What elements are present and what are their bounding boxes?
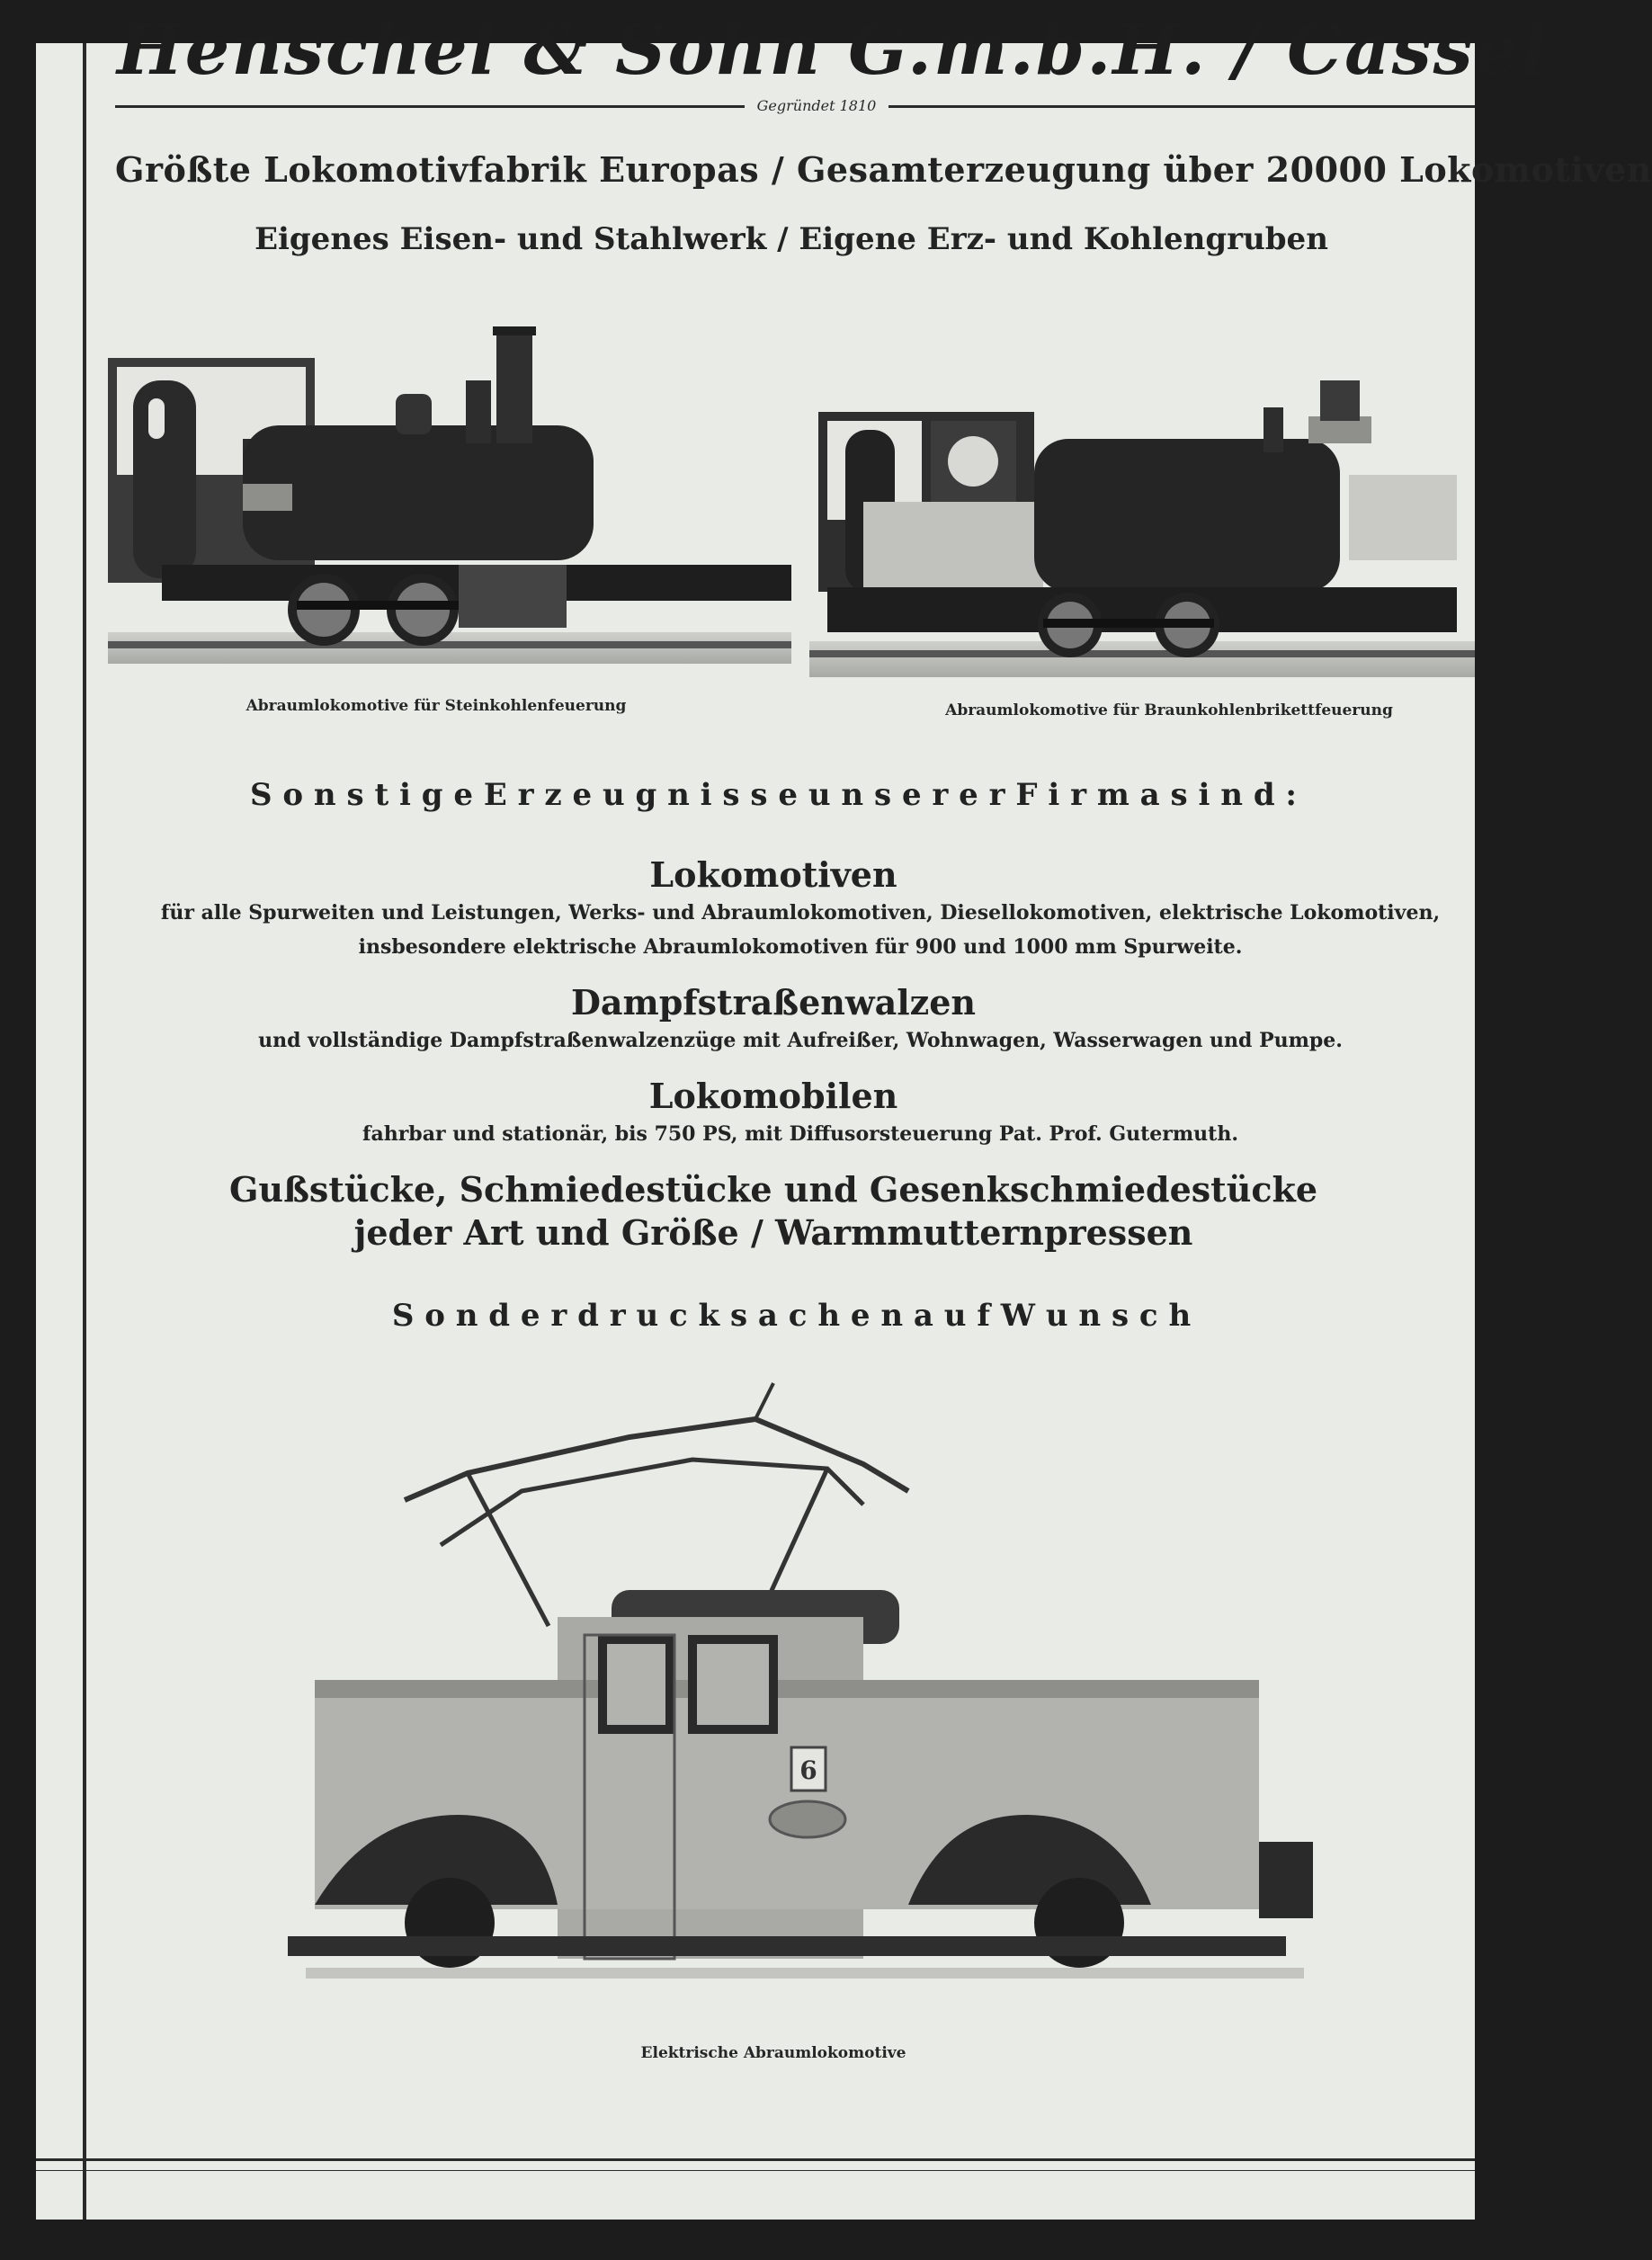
founded-label: Gegründet 1810: [745, 97, 889, 114]
product-title-lokomotiven: Lokomotiven: [649, 854, 897, 895]
product-line: für alle Spurweiten und Leistungen, Werks- und Abraumlokomotiven, Diesellokomotiven, elektrische Lokomotiven,: [160, 901, 1441, 925]
founded-rule: [115, 97, 1475, 114]
product-title-warmmutternpressen: jeder Art und Größe / Warmmutternpressen: [353, 1212, 1193, 1253]
products-heading: S o n s t i g e E r z e u g n i s s e u n s e r e r F i r m a s i n d :: [250, 777, 1297, 813]
electric-locomotive-caption: Elektrische Abraumlokomotive: [640, 2044, 906, 2062]
headline: Größte Lokomotivfabrik Europas / Gesamterzeugung über 20000 Lokomotiven: [115, 149, 1652, 190]
right-locomotive-caption: Abraumlokomotive für Braunkohlenbrikettfeuerung: [945, 701, 1393, 719]
electric-locomotive-image: [288, 1383, 1322, 2031]
rule-left-segment: [115, 105, 745, 108]
product-title-gussstuecke: Gußstücke, Schmiedestücke und Gesenkschmiedestücke: [228, 1169, 1317, 1210]
subheadline: Eigenes Eisen- und Stahlwerk / Eigene Erz- und Kohlengruben: [254, 221, 1328, 257]
product-line: fahrbar und stationär, bis 750 PS, mit Diffusorsteuerung Pat. Prof. Gutermuth.: [362, 1122, 1238, 1146]
product-title-dampfstrassenwalzen: Dampfstraßenwalzen: [570, 982, 977, 1023]
rule-right-segment: [889, 105, 1475, 108]
document-page: [36, 9, 1652, 2220]
firm-name-cropped: Henschel & Sohn G.m.b.H. / Cassel: [117, 9, 1549, 91]
bottom-border-rule: [36, 2158, 1475, 2171]
left-border-rule: [83, 43, 86, 2220]
number-plate: 6: [799, 1755, 817, 1785]
product-title-lokomobilen: Lokomobilen: [648, 1076, 898, 1116]
product-line: und vollständige Dampfstraßenwalzenzüge mit Aufreißer, Wohnwagen, Wasserwagen und Pumpe.: [258, 1029, 1343, 1052]
steam-locomotive-right-image: [809, 344, 1475, 686]
special-note: S o n d e r d r u c k s a c h e n a u f W u n s c h: [391, 1298, 1192, 1334]
product-line: insbesondere elektrische Abraumlokomotiven für 900 und 1000 mm Spurweite.: [358, 935, 1243, 959]
steam-locomotive-left-image: [108, 295, 791, 664]
left-locomotive-caption: Abraumlokomotive für Steinkohlenfeuerung: [246, 697, 627, 715]
header-band: [117, 9, 1549, 97]
